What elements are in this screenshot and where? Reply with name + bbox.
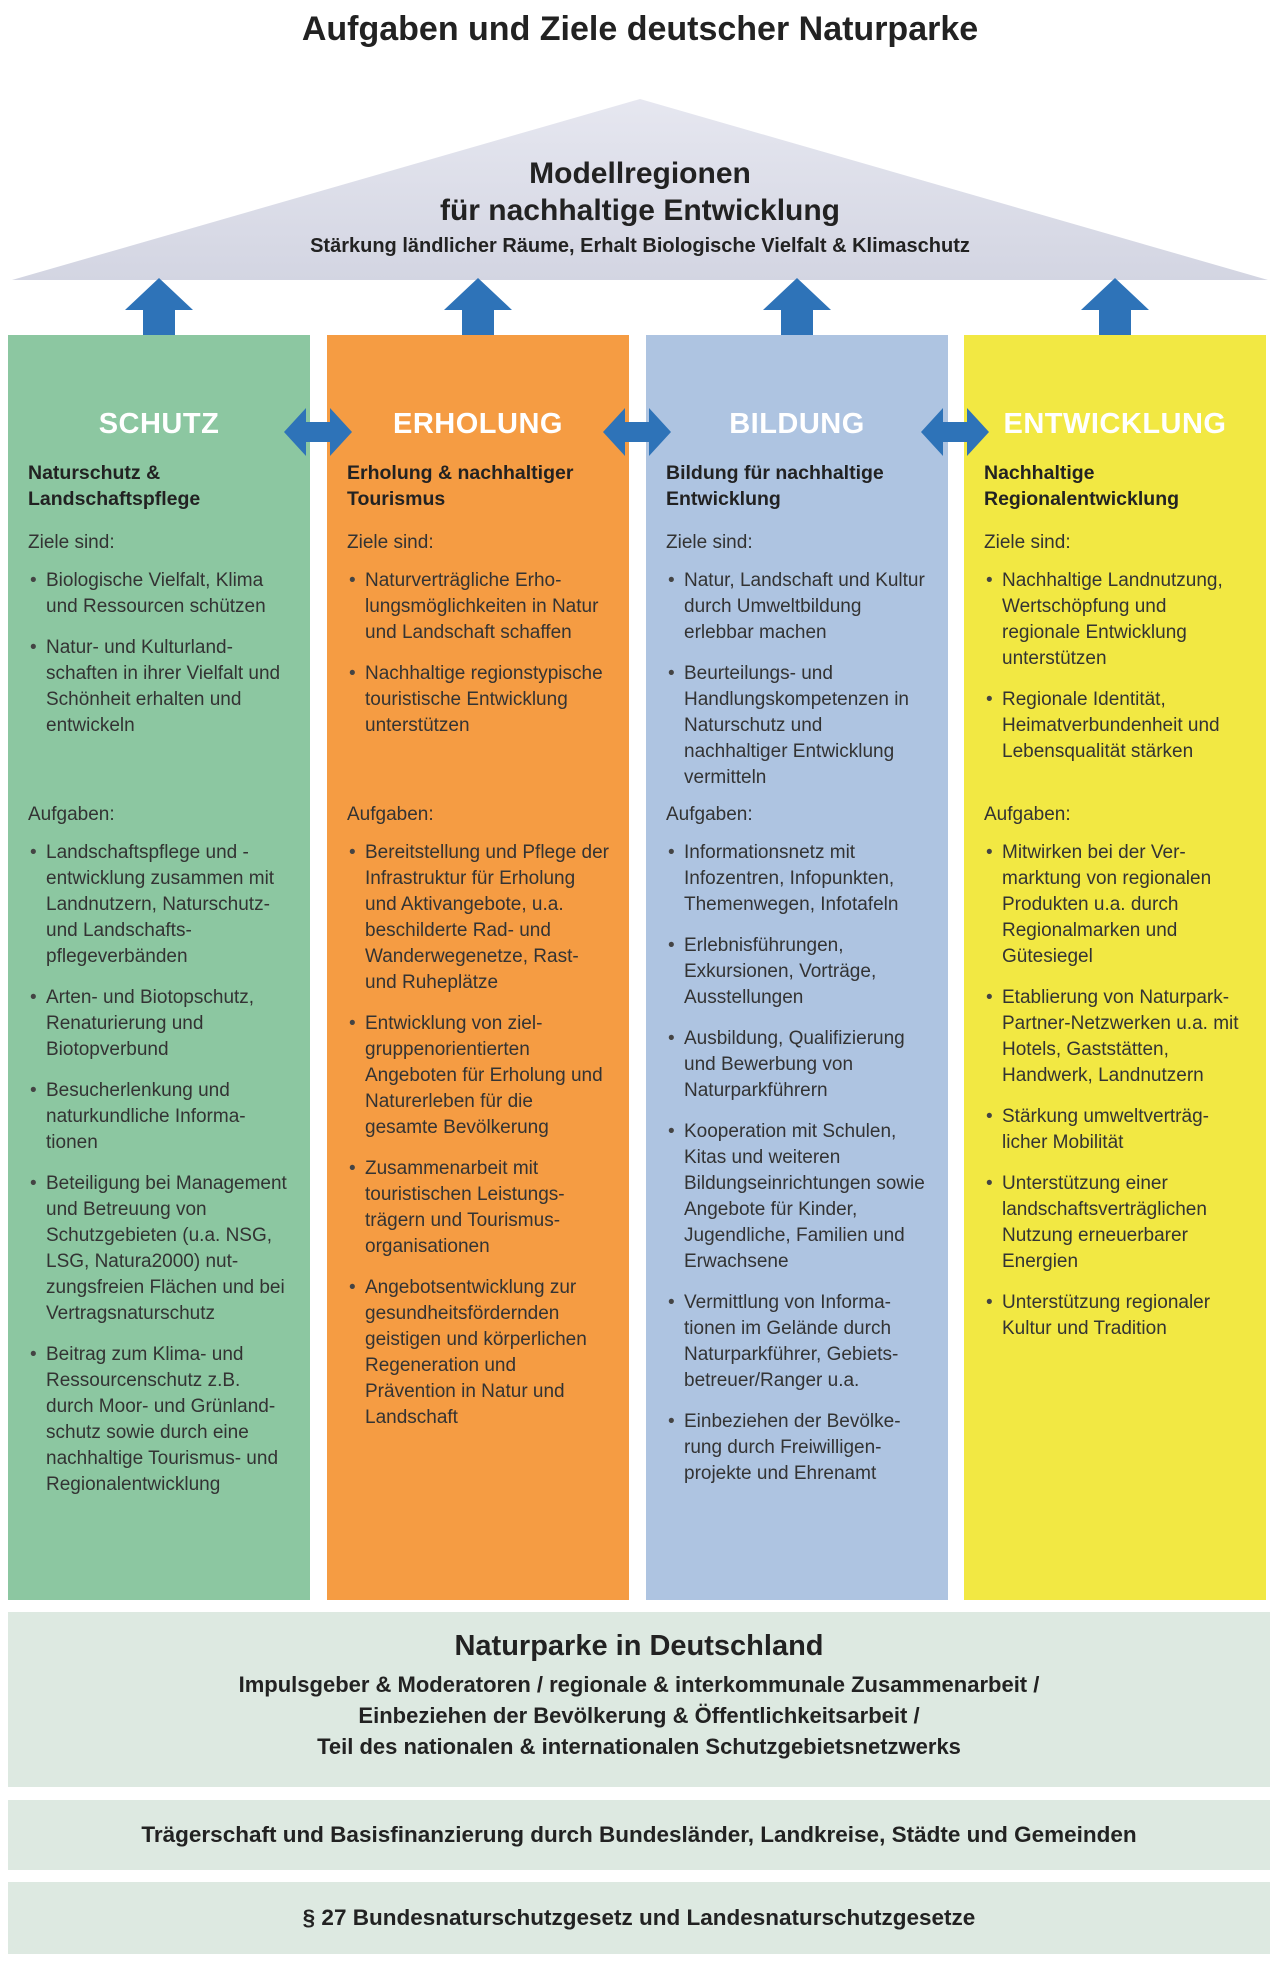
roof-title-line1: Modellregionen: [529, 157, 751, 190]
list-item: • Mitwirken bei der Vermarktung von regionalen Produkten u.a. durch Regionalmarken und Gütesiegel: [984, 840, 1246, 970]
list-item: • Nachhaltige Landnutzung, Wertschöpfung und regionale Entwicklung unterstützen: [984, 568, 1246, 672]
list-item: • Angebotsentwicklung zur gesundheitsfördernden geistigen und körperlichen Regeneration und Prävention in Natur und Landschaft: [347, 1275, 609, 1431]
list-item: • Informationsnetz mit Infozentren, Infopunkten, Themenwegen, Infotafeln: [666, 840, 928, 918]
list-item: • Landschaftspflege und -entwicklung zusammen mit Landnutzern, Naturschutz- und Landschaftspflegeverbänden: [28, 840, 290, 970]
list-item: • Biologische Vielfalt, Klima und Ressourcen schützen: [28, 568, 290, 620]
pillar-heading: SCHUTZ: [98, 408, 220, 440]
base-line: Impulsgeber & Moderatoren / regionale & interkommunale Zusammenarbeit /: [238, 1672, 1040, 1697]
list-item: • Ausbildung, Qualifizierung und Bewerbung von Naturparkführern: [666, 1026, 928, 1104]
pillar-subtitle: Nachhaltige Regionalentwicklung: [984, 462, 1180, 510]
tasks-label: Aufgaben:: [28, 804, 115, 825]
list-item: • Vermittlung von Informationen im Gelände durch Naturparkführer, Gebietsbetreuer/Ranger u.a.: [666, 1290, 928, 1394]
double-arrow-icon: [284, 408, 352, 456]
list-item: • Beitrag zum Klima- und Ressourcenschutz z.B. durch Moor- und Grünlandschutz sowie durch eine nachhaltige Tourismus- und Regionalentwicklung: [28, 1342, 290, 1498]
list-item: • Entwicklung von zielgruppenorientierten Angeboten für Erholung und Naturerleben für die gesamte Bevölkerung: [347, 1011, 609, 1141]
list-item: • Einbeziehen der Bevölkerung durch Freiwilligenprojekte und Ehrenamt: [666, 1409, 928, 1487]
list-item: • Stärkung umweltverträglicher Mobilität: [984, 1104, 1246, 1156]
list-item: • Beteiligung bei Management und Betreuung von Schutzgebieten (u.a. NSG, LSG, Natura2000) nutzungsfreien Flächen und bei Vertragsnaturschutz: [28, 1171, 290, 1327]
list-item: • Naturverträgliche Erholungsmöglichkeiten in Natur und Landschaft schaffen: [347, 568, 609, 646]
tasks-label: Aufgaben:: [347, 804, 434, 825]
goals-label: Ziele sind:: [347, 532, 434, 553]
double-arrow-icon: [603, 408, 671, 456]
roof-title-line2: für nachhaltige Entwicklung: [439, 194, 841, 227]
pillar-heading: ENTWICKLUNG: [1003, 408, 1227, 440]
list-item: • Etablierung von Naturpark-Partner-Netzwerken u.a. mit Hotels, Gaststätten, Handwerk, Landnutzern: [984, 985, 1246, 1089]
list-item: • Kooperation mit Schulen, Kitas und weiteren Bildungseinrichtungen sowie Angebote für Kinder, Jugendliche, Familien und Erwachsene: [666, 1119, 928, 1275]
list-item: • Natur- und Kulturlandschaften in ihrer Vielfalt und Schönheit erhalten und entwickeln: [28, 635, 290, 739]
tasks-label: Aufgaben:: [666, 804, 753, 825]
list-item: • Nachhaltige regionstypische touristische Entwicklung unterstützen: [347, 661, 609, 739]
pillar-schutz: [8, 335, 310, 1600]
list-item: • Zusammenarbeit mit touristischen Leistungsträgern und Tourismusorganisationen: [347, 1156, 609, 1260]
roof-subtitle: Stärkung ländlicher Räume, Erhalt Biologische Vielfalt & Klimaschutz: [310, 235, 970, 257]
roof-text: [0, 155, 1280, 258]
page-title: Aufgaben und Ziele deutscher Naturparke: [301, 10, 979, 48]
funding-band: Trägerschaft und Basisfinanzierung durch Bundesländer, Landkreise, Städte und Gemeinden: [8, 1800, 1270, 1870]
goals-label: Ziele sind:: [28, 532, 115, 553]
goals-label: Ziele sind:: [984, 532, 1071, 553]
list-item: • Unterstützung regionaler Kultur und Tradition: [984, 1290, 1246, 1342]
list-item: • Bereitstellung und Pflege der Infrastruktur für Erholung und Aktivangebote, u.a. beschilderte Rad- und Wanderwegenetze, Rast- und Ruheplätze: [347, 840, 609, 996]
pillar-erholung: [327, 335, 629, 1600]
base-line: Einbeziehen der Bevölkerung & Öffentlichkeitsarbeit /: [358, 1703, 920, 1728]
law-band: § 27 Bundesnaturschutzgesetz und Landesnaturschutzgesetze: [8, 1882, 1270, 1954]
pillar-subtitle: Erholung & nachhaltiger Tourismus: [347, 462, 574, 510]
list-item: • Natur, Landschaft und Kultur durch Umweltbildung erlebbar machen: [666, 568, 928, 646]
base-band-naturparke: [8, 1612, 1270, 1787]
list-item: • Unterstützung einer landschaftsverträglichen Nutzung erneuerbarer Energien: [984, 1171, 1246, 1275]
pillar-entwicklung: [964, 335, 1266, 1600]
list-item: • Beurteilungs- und Handlungskompetenzen in Naturschutz und nachhaltiger Entwicklung vermitteln: [666, 661, 928, 791]
list-item: • Arten- und Biotopschutz, Renaturierung und Biotopverbund: [28, 985, 290, 1063]
tasks-label: Aufgaben:: [984, 804, 1071, 825]
list-item: • Erlebnisführungen, Exkursionen, Vorträge, Ausstellungen: [666, 933, 928, 1011]
list-item: • Besucherlenkung und naturkundliche Informationen: [28, 1078, 290, 1156]
base-title: Naturparke in Deutschland: [454, 1630, 824, 1662]
pillar-bildung: [646, 335, 948, 1600]
pillar-heading: ERHOLUNG: [393, 408, 563, 440]
list-item: • Regionale Identität, Heimatverbundenheit und Lebensqualität stärken: [984, 687, 1246, 765]
base-line: Teil des nationalen & internationalen Schutzgebietsnetzwerks: [317, 1734, 961, 1759]
double-arrow-icon: [921, 408, 989, 456]
pillar-subtitle: Bildung für nachhaltige Entwicklung: [666, 462, 884, 510]
pillar-heading: BILDUNG: [729, 408, 865, 440]
pillar-subtitle: Naturschutz & Landschaftspflege: [28, 462, 201, 510]
goals-label: Ziele sind:: [666, 532, 753, 553]
